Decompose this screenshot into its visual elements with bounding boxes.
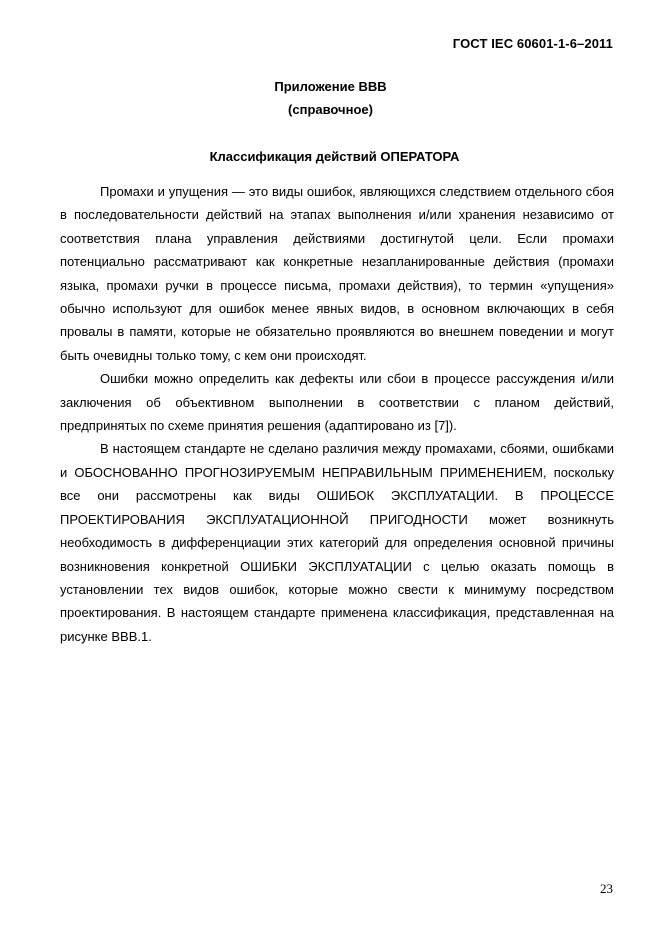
standard-identifier: ГОСТ IEC 60601-1-6–2011 (452, 36, 613, 51)
body-text (60, 180, 614, 648)
paragraph: Промахи и упущения — это виды ошибок, являющихся следствием отдельного сбоя в последовательности действий на этапах выполнения и/или хранения независимо от соответствия плана управления действиями достигнутой цели. Если промахи потенциально рассматривают как конкретные незапланированные действия (промахи языка, промахи ручки в процессе письма, промахи действия), то термин «упущения» обычно используют для ошибок менее явных видов, в основном включающих в себя провалы в памяти, которые не обязательно проявляются во внешнем поведении и могут быть очевидны только тому, с кем они происходят. (60, 184, 614, 363)
page-number: 23 (600, 881, 613, 896)
annex-title: Приложение ВВВ (274, 79, 387, 94)
annex-status: (справочное) (288, 102, 373, 117)
paragraph: В настоящем стандарте не сделано различия между промахами, сбоями, ошибками и ОБОСНОВАННО ПРОГНОЗИРУЕМЫМ НЕПРАВИЛЬНЫМ ПРИМЕНЕНИЕМ, поскольку все они рассмотрены как виды ОШИБОК ЭКСПЛУАТАЦИИ. В ПРОЦЕССЕ ПРОЕКТИРОВАНИЯ ЭКСПЛУАТАЦИОННОЙ ПРИГОДНОСТИ может возникнуть необходимость в дифференциации этих категорий для определения основной причины возникновения конкретной ОШИБКИ ЭКСПЛУАТАЦИИ с целью оказать помощь в установлении тех видов ошибок, которые можно свести к минимуму посредством проектирования. В настоящем стандарте применена классификация, представленная на рисунке ВВВ.1. (60, 441, 614, 644)
paragraph: Ошибки можно определить как дефекты или сбои в процессе рассуждения и/или заключения об объективном выполнении в соответствии с планом действий, предпринятых по схеме принятия решения (адаптировано из [7]). (60, 371, 614, 434)
section-heading: Классификация действий ОПЕРАТОРА (209, 149, 460, 164)
